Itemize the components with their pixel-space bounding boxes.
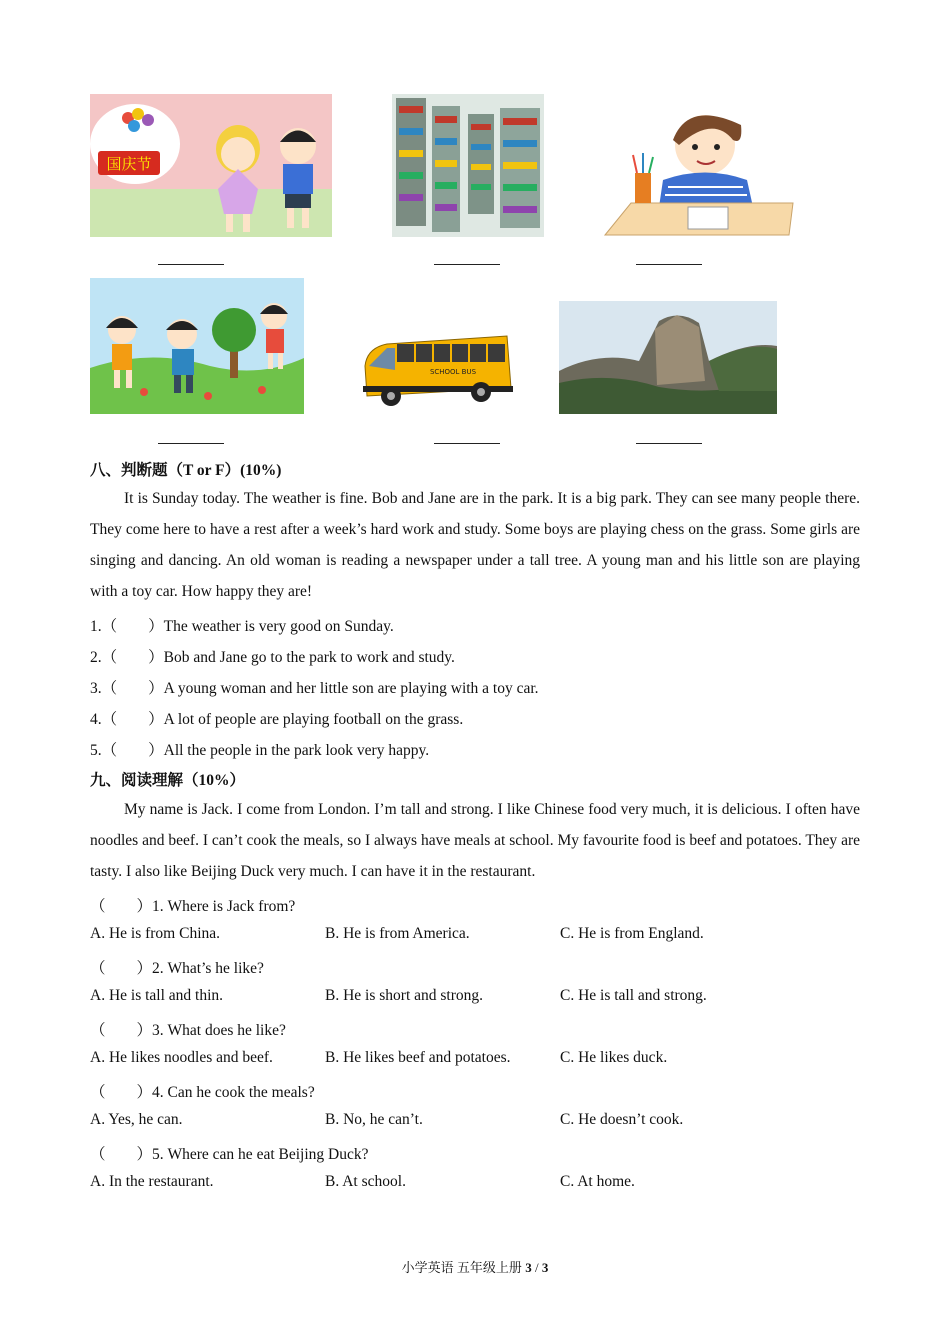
answer-blank-1[interactable] [158,264,224,265]
tf-item-4: 4.（ ）A lot of people are playing football on the grass. [90,711,464,728]
tf-item-2: 2.（ ）Bob and Jane go to the park to work and study. [90,649,455,666]
tf-item-3: 3.（ ）A young woman and her little son are playing with a toy car. [90,680,539,697]
footer-text: 小学英语 五年级上册 [401,1260,526,1275]
page-separator: / [531,1260,542,1275]
section-8-title: 八、判断题（T or F）(10%) [90,462,282,479]
question-4: （ ）4. Can he cook the meals? [90,1084,315,1101]
question-2-option-a: A. He is tall and thin. [90,987,224,1004]
question-1-option-a: A. He is from China. [90,925,221,942]
question-3-option-c: C. He likes duck. [560,1049,668,1066]
answer-blank-6[interactable] [636,443,702,444]
boy-writing-picture [593,95,801,236]
page-total: 3 [541,1260,549,1275]
bus-text: SCHOOL BUS [429,368,477,376]
answer-blank-2[interactable] [434,264,500,265]
tf-item-1: 1.（ ）The weather is very good on Sunday. [90,618,394,635]
page-number: 3 [525,1260,532,1275]
question-4-option-b: B. No, he can’t. [325,1111,423,1128]
page-footer [0,1257,950,1276]
library-picture [392,94,544,237]
question-3: （ ）3. What does he like? [90,1022,286,1039]
national-day-picture [90,94,332,237]
section-9-title: 九、阅读理解（10%） [90,772,246,789]
answer-blank-3[interactable] [636,264,702,265]
question-2: （ ）2. What’s he like? [90,960,264,977]
question-3-option-a: A. He likes noodles and beef. [90,1049,273,1066]
question-2-option-c: C. He is tall and strong. [560,987,707,1004]
question-3-option-b: B. He likes beef and potatoes. [325,1049,511,1066]
question-5-option-a: A. In the restaurant. [90,1173,214,1190]
question-4-option-a: A. Yes, he can. [90,1111,183,1128]
section-8-passage: It is Sunday today. The weather is fine. Bob and Jane are in the park. It is a big park. They can see many people there. They come here to have a rest after a week’s hard work and study. Some boys are playing chess on the grass. Some girls are singing and dancing. An old woman is reading a newspaper under a tall tree. A young man and his little son are playing with a toy car. How happy they are! [90,490,860,600]
question-5: （ ）5. Where can he eat Beijing Duck? [90,1146,369,1163]
question-1-option-c: C. He is from England. [560,925,704,942]
tf-item-5: 5.（ ）All the people in the park look very happy. [90,742,430,759]
answer-blank-4[interactable] [158,443,224,444]
question-5-option-c: C. At home. [560,1173,635,1190]
school-bus-picture [357,326,515,414]
answer-blank-5[interactable] [434,443,500,444]
children-walking-picture [90,278,304,414]
question-5-option-b: B. At school. [325,1173,406,1190]
question-4-option-c: C. He doesn’t cook. [560,1111,684,1128]
question-1: （ ）1. Where is Jack from? [90,898,296,915]
question-2-option-b: B. He is short and strong. [325,987,484,1004]
section-9-passage: My name is Jack. I come from London. I’m tall and strong. I like Chinese food very much, it is delicious. I often have noodles and beef. I can’t cook the meals, so I always have meals at school. My favourite food is beef and potatoes. They are tasty. I also like Beijing Duck very much. I can have it in the restaurant. [90,801,860,880]
question-1-option-b: B. He is from America. [325,925,470,942]
mountain-picture [559,301,777,414]
banner-text: 国庆节 [106,155,152,173]
